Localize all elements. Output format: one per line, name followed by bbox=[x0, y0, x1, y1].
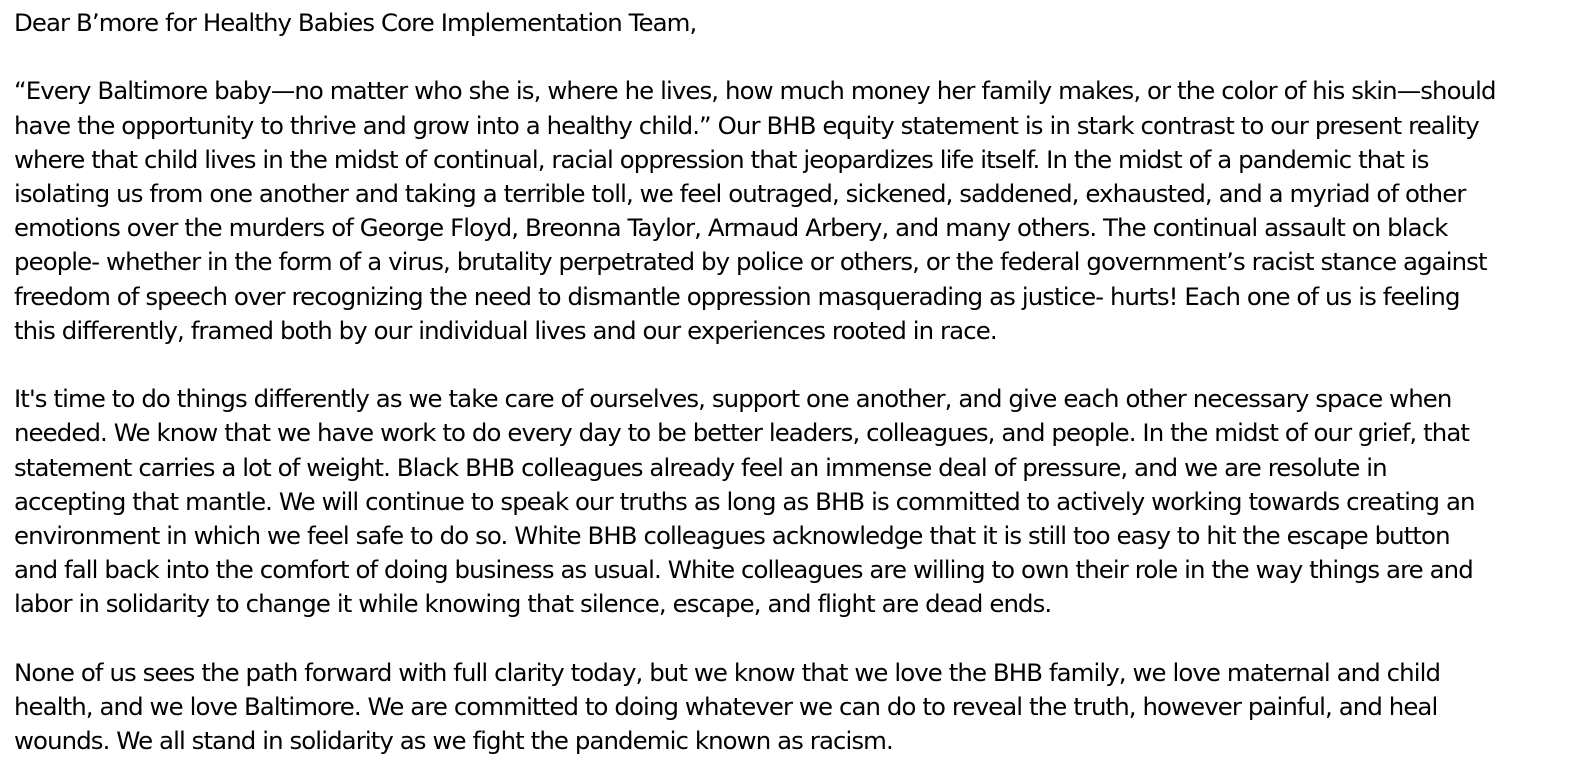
paragraph-line: emotions over the murders of George Floyd, Breonna Taylor, Armaud Arbery, and many others. The continual assault on black bbox=[14, 213, 1448, 243]
paragraph-path-forward bbox=[14, 656, 1559, 759]
paragraph-equity-statement bbox=[14, 74, 1559, 348]
paragraph-line: It's time to do things differently as we take care of ourselves, support one another, and give each other necessary space when bbox=[14, 384, 1452, 414]
paragraph-line: people- whether in the form of a virus, brutality perpetrated by police or others, or the federal government’s racist stance against bbox=[14, 247, 1487, 277]
paragraph-line: labor in solidarity to change it while knowing that silence, escape, and flight are dead ends. bbox=[14, 589, 1052, 619]
paragraph-line: needed. We know that we have work to do every day to be better leaders, colleagues, and people. In the midst of our grief, that bbox=[14, 418, 1470, 448]
salutation bbox=[14, 6, 1559, 40]
paragraph-line: freedom of speech over recognizing the need to dismantle oppression masquerading as justice- hurts! Each one of us is feeling bbox=[14, 281, 1460, 311]
salutation-line: Dear B’more for Healthy Babies Core Implementation Team, bbox=[14, 8, 697, 37]
paragraph-line: environment in which we feel safe to do so. White BHB colleagues acknowledge that it is still too easy to hit the escape button bbox=[14, 521, 1450, 551]
paragraph-line: have the opportunity to thrive and grow into a healthy child.” Our BHB equity statement is in stark contrast to our present reality bbox=[14, 110, 1479, 140]
paragraph-line: isolating us from one another and taking a terrible toll, we feel outraged, sickened, saddened, exhausted, and a myriad of other bbox=[14, 179, 1466, 208]
paragraph-line: None of us sees the path forward with full clarity today, but we know that we love the BHB family, we love maternal and child bbox=[14, 657, 1441, 687]
paragraph-line: statement carries a lot of weight. Black BHB colleagues already feel an immense deal of pressure, and we are resolute in bbox=[14, 452, 1387, 482]
paragraph-line: this differently, framed both by our individual lives and our experiences rooted in race. bbox=[14, 315, 997, 345]
paragraph-doing-things-differently bbox=[14, 382, 1559, 621]
paragraph-line: wounds. We all stand in solidarity as we fight the pandemic known as racism. bbox=[14, 726, 893, 756]
paragraph-line: health, and we love Baltimore. We are committed to doing whatever we can do to reveal the truth, however painful, and heal bbox=[14, 692, 1438, 722]
paragraph-line: and fall back into the comfort of doing business as usual. White colleagues are willing to own their role in the way things are and bbox=[14, 555, 1473, 585]
letter-body bbox=[14, 6, 1559, 758]
paragraph-line: “Every Baltimore baby—no matter who she is, where he lives, how much money her family makes, or the color of his skin—should bbox=[14, 76, 1496, 106]
paragraph-line: where that child lives in the midst of continual, racial oppression that jeopardizes life itself. In the midst of a pandemic that is bbox=[14, 144, 1429, 174]
paragraph-line: accepting that mantle. We will continue to speak our truths as long as BHB is committed to actively working towards creating an bbox=[14, 486, 1475, 516]
